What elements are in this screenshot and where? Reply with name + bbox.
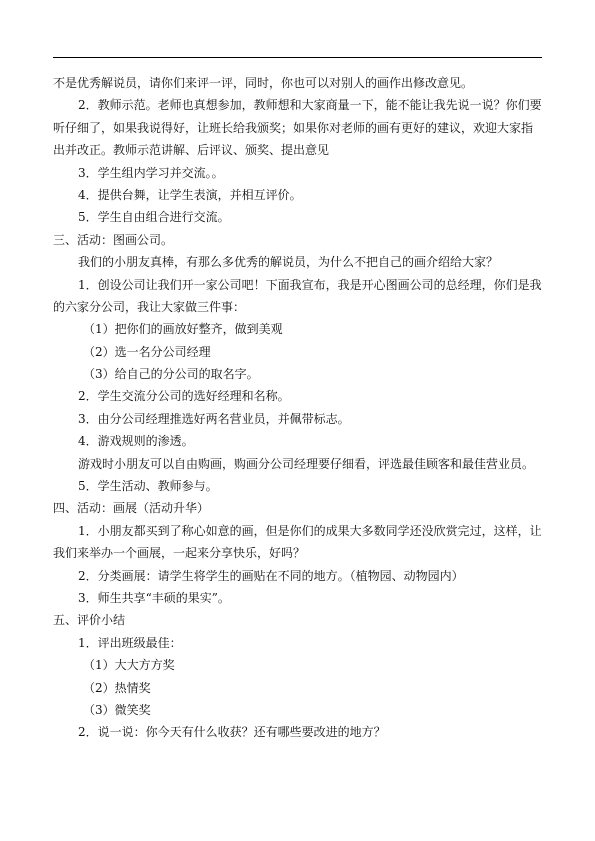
text-line: （3）微笑奖 bbox=[83, 702, 151, 717]
header-rule bbox=[53, 57, 542, 58]
text-line: 不是优秀解说员，请你们来评一评，同时，你也可以对别人的画作出修改意见。 bbox=[53, 76, 474, 90]
text-line: 2．分类画展：请学生将学生的画贴在不同的地方。（植物园、动物园内） bbox=[78, 568, 464, 583]
text-line: （1）大大方方奖 bbox=[83, 658, 175, 673]
text-line: 5．学生活动、教师参与。 bbox=[78, 479, 218, 494]
text-line: 听仔细了，如果我说得好，让班长给我颁奖；如果你对老师的画有更好的建议，欢迎大家指 bbox=[53, 120, 534, 135]
text-line: 三、活动：图画公司。 bbox=[53, 232, 174, 247]
text-line: 2．说一说：你今天有什么收获？还有哪些要改进的地方？ bbox=[78, 725, 386, 740]
text-line: （2）热情奖 bbox=[83, 680, 151, 695]
text-line: 3．师生共享“丰硕的果实”。 bbox=[78, 590, 230, 605]
text-line: 我们的小朋友真棒，有那么多优秀的解说员，为什么不把自己的画介绍给大家？ bbox=[78, 255, 499, 270]
text-line: 游戏时小朋友可以自由购画，购画分公司经理要仔细看，评选最佳顾客和最佳营业员。 bbox=[78, 456, 535, 471]
text-line: 出并改正。教师示范讲解、后评议、颁奖、提出意见 bbox=[53, 143, 330, 158]
text-line: 2．学生交流分公司的选好经理和名称。 bbox=[78, 389, 290, 404]
text-line: 2．教师示范。老师也真想参加，教师想和大家商量一下，能不能让我先说一说？你们要 bbox=[78, 98, 542, 113]
text-line: （1）把你们的画放好整齐，做到美观 bbox=[83, 322, 283, 337]
text-line: 的六家分公司，我让大家做三件事： bbox=[53, 299, 246, 314]
text-line: 5．学生自由组合进行交流。 bbox=[78, 210, 230, 225]
text-line: 1．小朋友都买到了称心如意的画，但是你们的成果大多数同学还没欣赏完过，这样，让 bbox=[78, 523, 542, 538]
text-line: 3．由分公司经理推选好两名营业员，并佩带标志。 bbox=[78, 411, 350, 426]
text-line: 五、评价小结 bbox=[53, 613, 126, 628]
text-line: 4．游戏规则的渗透。 bbox=[78, 434, 194, 449]
text-line: 1．评出班级最佳： bbox=[78, 635, 182, 650]
text-line: 1．创设公司让我们开一家公司吧！下面我宣布，我是开心图画公司的总经理，你们是我 bbox=[78, 277, 542, 292]
text-line: 3．学生组内学习并交流。。 bbox=[78, 165, 224, 180]
text-line: 4．提供台舞，让学生表演，并相互评价。 bbox=[78, 187, 302, 202]
text-line: （3）给自己的分公司的取名字。 bbox=[83, 367, 259, 382]
text-line: 我们来举办一个画展，一起来分享快乐，好吗？ bbox=[53, 546, 306, 561]
text-line: 四、活动：画展（活动升华） bbox=[53, 501, 210, 516]
document-body bbox=[53, 72, 542, 744]
text-line: （2）选一名分公司经理 bbox=[83, 344, 211, 359]
